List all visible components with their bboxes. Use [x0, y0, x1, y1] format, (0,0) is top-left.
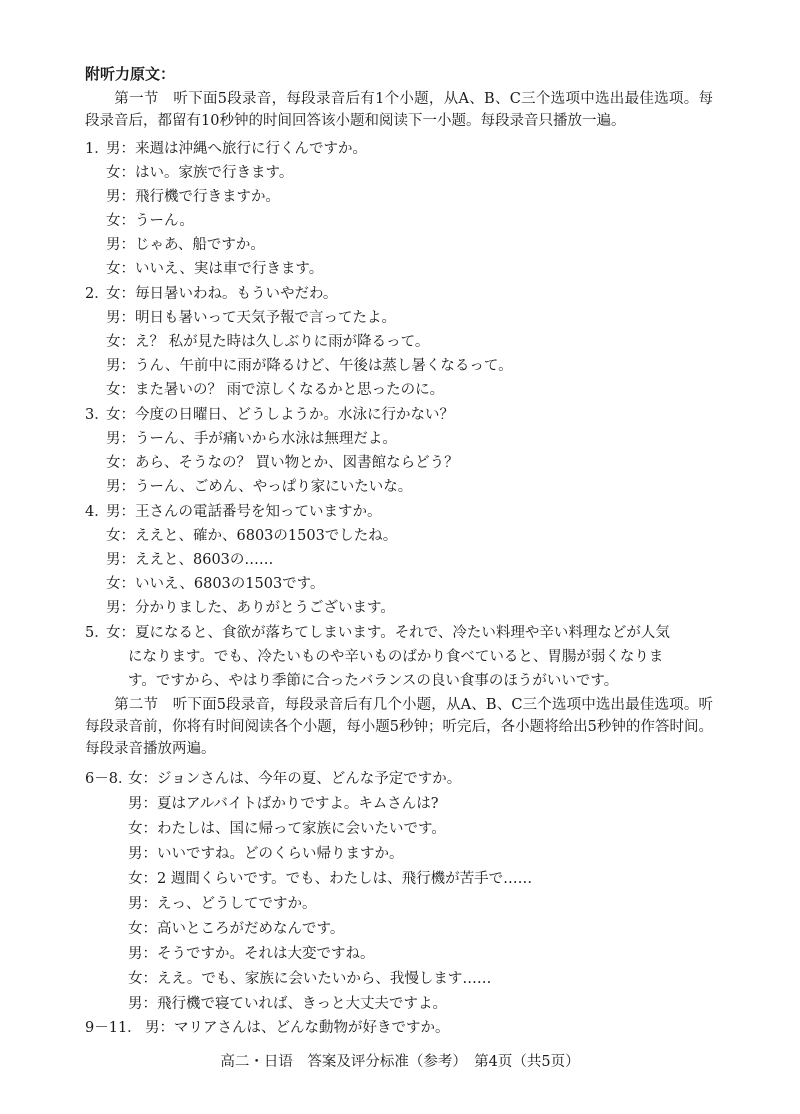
q6-8-number: 6－8． [85, 771, 133, 787]
q2-line: 男：明日も暑いって天気予報で言ってたよ。 [106, 310, 396, 326]
section2-intro-text: 第二节 听下面5段录音，每段录音后有几个小题，从A、B、C三个选项中选出最佳选项。听每段录音前，你将有时间阅读各个小题，每小题5秒钟；听完后，各小题将给出5秒钟的作答时间。每段录音播放两遍。 [85, 697, 713, 757]
section1-instructions [85, 88, 713, 132]
q3-line: 男：うーん、ごめん、やっぱり家にいたいな。 [106, 479, 413, 495]
q6-8-line: 男：夏はアルバイトばかりですよ。キムさんは? [128, 796, 439, 812]
q3-number: 3． [85, 407, 109, 423]
q1-line: 男：飛行機で行きますか。 [106, 189, 280, 205]
q2-line: 男：うん、午前中に雨が降るけど、午後は蒸し暑くなるって。 [106, 358, 513, 374]
q5-number: 5． [85, 625, 109, 641]
q1-line: 女：いいえ、実は車で行きます。 [106, 261, 324, 277]
q6-8-line: 男：飛行機で寝ていれば、きっと大丈夫ですよ。 [128, 996, 447, 1012]
q5-line: す。ですから、やはり季節に合ったバランスの良い食事のほうがいいです。 [128, 673, 619, 689]
q9-11-number: 9－11． [85, 1020, 142, 1036]
q4-line: 男：ええと、8603の…… [106, 552, 274, 568]
page-footer: 高二・日语 答案及评分标准（参考） 第4页（共5页） [220, 1054, 580, 1070]
q2-line: 女：毎日暑いわね。もういやだわ。 [106, 286, 338, 302]
q1-number: 1． [85, 141, 109, 157]
q6-8-line: 男：えっ、どうしてですか。 [128, 896, 317, 912]
q2-line: 女：え？ 私が見た時は久しぶりに雨が降るって。 [106, 334, 430, 350]
q4-line: 女：いいえ、6803の1503です。 [106, 576, 325, 592]
q6-8-line: 女：高いところがだめなんです。 [128, 921, 345, 937]
q6-8-line: 女：ジョンさんは、今年の夏、どんな予定ですか。 [128, 771, 462, 787]
q3-line: 女：今度の日曜日、どうしようか。水泳に行かない？ [106, 407, 454, 423]
q1-line: 女：うーん。 [106, 213, 194, 229]
q4-line: 男：分かりました、ありがとうございます。 [106, 600, 395, 616]
section1-intro-text: 第一节 听下面5段录音，每段录音后有1个小题，从A、B、C三个选项中选出最佳选项。每段录音后，都留有10秒钟的时间回答该小题和阅读下一小题。每段录音只播放一遍。 [85, 91, 713, 129]
q1-line: 男：じゃあ、船ですか。 [106, 237, 265, 253]
q5-line: 女：夏になると、食欲が落ちてしまいます。それで、冷たい料理や辛い料理などが人気 [106, 625, 670, 641]
q4-number: 4． [85, 504, 109, 520]
q4-line: 女：ええと、確か、6803の1503でしたね。 [106, 528, 398, 544]
q6-8-line: 女：わたしは、国に帰って家族に会いたいです。 [128, 821, 446, 837]
q2-number: 2． [85, 286, 109, 302]
q3-line: 男：うーん、手が痛いから水泳は無理だよ。 [106, 431, 397, 447]
q4-line: 男：王さんの電話番号を知っていますか。 [106, 504, 382, 520]
q6-8-line: 女：ええ。でも、家族に会いたいから、我慢します…… [128, 971, 492, 987]
q6-8-line: 男：いいですね。どのくらい帰りますか。 [128, 846, 404, 862]
q9-11-line: 男：マリアさんは、どんな動物が好きですか。 [145, 1020, 450, 1036]
listening-transcript-heading: 附听力原文： [85, 65, 176, 83]
q5-line: になります。でも、冷たいものや辛いものばかり食べていると、胃腸が弱くなりま [128, 649, 664, 665]
q6-8-line: 女：2 週間くらいです。でも、わたしは、飛行機が苦手で…… [128, 871, 533, 887]
q6-8-line: 男：そうですか。それは大変ですね。 [128, 946, 375, 962]
section2-instructions [85, 694, 713, 760]
q3-line: 女：あら、そうなの？ 買い物とか、図書館ならどう？ [106, 455, 459, 471]
q2-line: 女：また暑いの？ 雨で涼しくなるかと思ったのに。 [106, 382, 445, 398]
q1-line: 女：はい。家族で行きます。 [106, 165, 294, 181]
q1-line: 男：来週は沖縄へ旅行に行くんですか。 [106, 141, 367, 157]
